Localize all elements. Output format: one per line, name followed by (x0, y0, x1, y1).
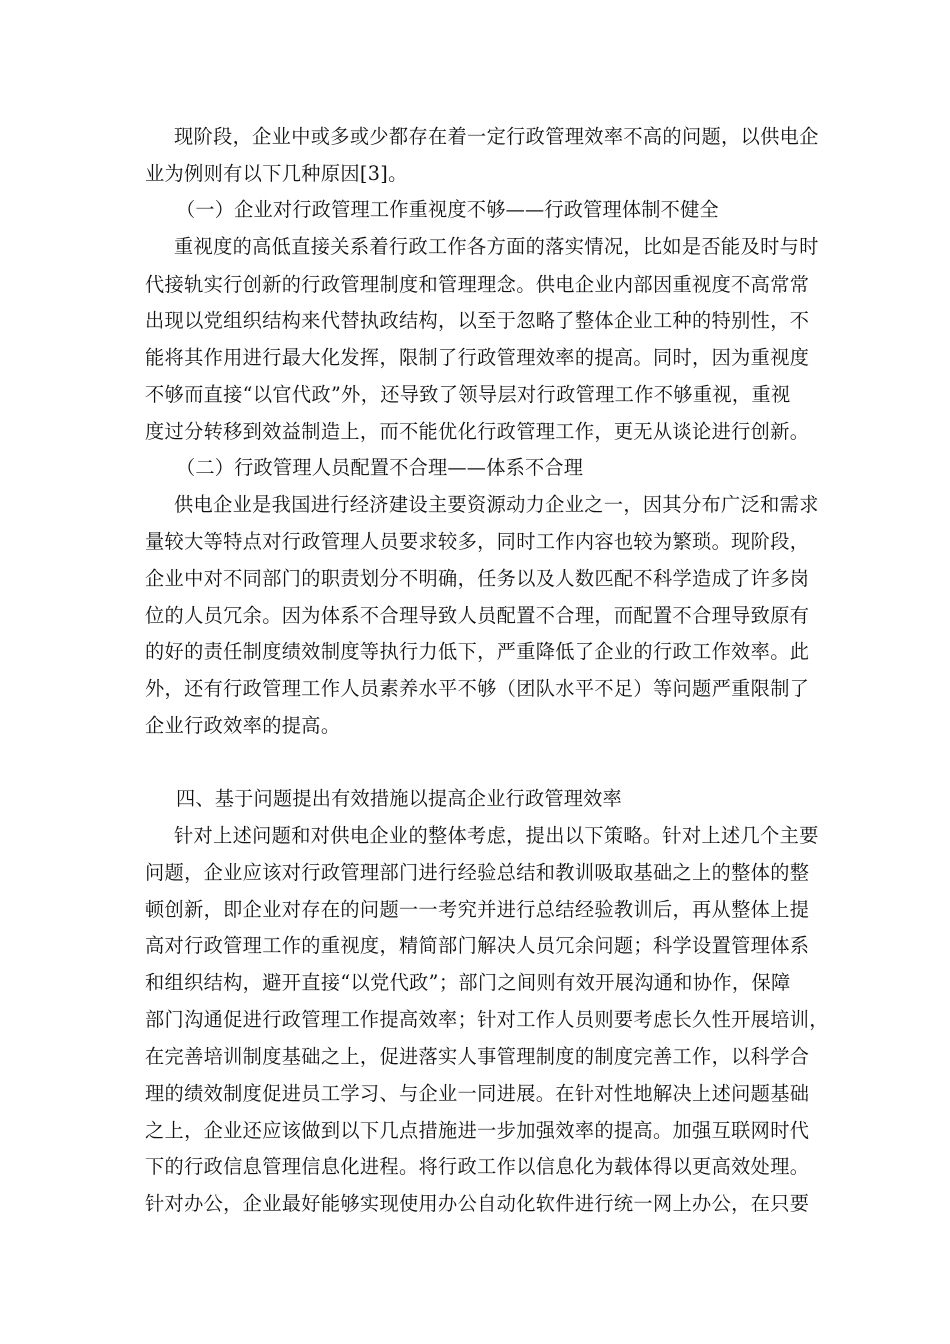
paragraph-line: 和组织结构，避开直接“以党代政”；部门之间则有效开展沟通和协作，保障 (145, 971, 791, 994)
paragraph-line: 企业行政效率的提高。 (145, 714, 341, 737)
section-heading: 四、基于问题提出有效措施以提高企业行政管理效率 (176, 787, 622, 810)
paragraph-line: 不够而直接“以官代政”外，还导致了领导层对行政管理工作不够重视，重视 (145, 383, 791, 406)
paragraph-line: 问题，企业应该对行政管理部门进行经验总结和教训吸取基础之上的整体的整 (145, 861, 810, 884)
paragraph-line: 出现以党组织结构来代替执政结构，以至于忽略了整体企业工种的特别性，不 (145, 309, 810, 332)
paragraph-line: 供电企业是我国进行经济建设主要资源动力企业之一，因其分布广泛和需求 (174, 493, 819, 516)
paragraph-line: 在完善培训制度基础之上，促进落实人事管理制度的制度完善工作，以科学合 (145, 1045, 810, 1068)
paragraph-line: 代接轨实行创新的行政管理制度和管理理念。供电企业内部因重视度不高常常 (145, 273, 810, 296)
paragraph-line: 现阶段，企业中或多或少都存在着一定行政管理效率不高的问题，以供电企 (174, 125, 819, 148)
paragraph-line: 位的人员冗余。因为体系不合理导致人员配置不合理，而配置不合理导致原有 (145, 604, 810, 627)
paragraph-line: 业为例则有以下几种原因[3]。 (145, 162, 408, 185)
paragraph-line: 针对办公，企业最好能够实现使用办公自动化软件进行统一网上办公，在只要 (145, 1192, 810, 1215)
paragraph-line: 企业中对不同部门的职责划分不明确，任务以及人数匹配不科学造成了许多岗 (145, 567, 810, 590)
paragraph-line: 下的行政信息管理信息化进程。将行政工作以信息化为载体得以更高效处理。 (145, 1155, 810, 1178)
paragraph-line: 理的绩效制度促进员工学习、与企业一同进展。在针对性地解决上述问题基础 (145, 1082, 810, 1105)
paragraph-line: 部门沟通促进行政管理工作提高效率；针对工作人员则要考虑长久性开展培训， (145, 1008, 829, 1031)
paragraph-line: 之上，企业还应该做到以下几点措施进一步加强效率的提高。加强互联网时代 (145, 1119, 810, 1142)
section-heading: （二）行政管理人员配置不合理——体系不合理 (176, 456, 584, 479)
paragraph-line: 能将其作用进行最大化发挥，限制了行政管理效率的提高。同时，因为重视度 (145, 346, 810, 369)
paragraph-line: 重视度的高低直接关系着行政工作各方面的落实情况，比如是否能及时与时 (174, 235, 819, 258)
paragraph-line: 量较大等特点对行政管理人员要求较多，同时工作内容也较为繁琐。现阶段， (145, 530, 810, 553)
paragraph-line: 顿创新，即企业对存在的问题一一考究并进行总结经验教训后，再从整体上提 (145, 898, 810, 921)
section-heading: （一）企业对行政管理工作重视度不够——行政管理体制不健全 (176, 198, 719, 221)
paragraph-line: 的好的责任制度绩效制度等执行力低下，严重降低了企业的行政工作效率。此 (145, 640, 810, 663)
paragraph-line: 高对行政管理工作的重视度，精简部门解决人员冗余问题；科学设置管理体系 (145, 934, 810, 957)
paragraph-line: 度过分转移到效益制造上，而不能优化行政管理工作，更无从谈论进行创新。 (145, 420, 810, 443)
paragraph-line: 外，还有行政管理工作人员素养水平不够（团队水平不足）等问题严重限制了 (145, 677, 810, 700)
paragraph-line: 针对上述问题和对供电企业的整体考虑，提出以下策略。针对上述几个主要 (174, 824, 819, 847)
